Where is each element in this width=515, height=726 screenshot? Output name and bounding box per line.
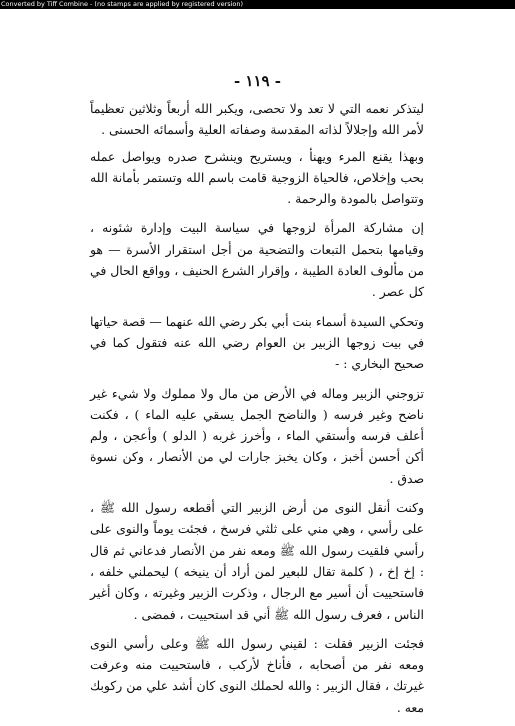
paragraph-2: وبهذا يقنع المرء ويهنأ ، ويستريح وينشرح صدره ويواصل عمله بحب وإخلاص، فالحياة الزوجية قامت باسم الله وتستمر بأمانة الله وتتواصل بالمودة والرحمة .	[90, 148, 424, 207]
paragraph-1: ليتذكر نعمه التي لا تعد ولا تحصى، ويكبر الله أربعاً وثلاثين تعظيماً لأمر الله وإجلالاً لذاته المقدسة وصفاته العلية وأسمائه الحسنى .	[90, 101, 424, 138]
conversion-notice-banner: Converted by Tiff Combine - (no stamps are applied by registered version)	[0, 0, 515, 9]
paragraph-3: إن مشاركة المرأة لزوجها في سياسة البيت وإدارة شئونه ، وقيامها بتحمل التبعات والتضحية من أجل استقرار الأسرة — هو من مألوف العادة الطيبة ، وإقرار الشرع الحنيف ، وواقع الحال في كل عصر .	[90, 220, 424, 300]
paragraph-6: وكنت أنقل النوى من أرض الزبير التي أقطعه رسول الله ﷺ ، على رأسي ، وهي مني على ثلثي فرسخ ، فجئت يوماً والنوى على رأسي فلقيت رسول الله ﷺ ومعه نفر من الأنصار فدعاني ثم قال : إخ إخ ، ( كلمة تقال للبعير لمن أراد أن ينيخه ) ليحملني خلفه ، فاستحييت أن أسير مع الرجال ، وذكرت الزبير وغيرته ، وكان أغير الناس ، فعرف رسول الله ﷺ أني قد استحييت ، فمضى .	[90, 500, 424, 622]
page-body	[90, 98, 424, 726]
paragraph-4: وتحكي السيدة أسماء بنت أبي بكر رضي الله عنهما — قصة حياتها في بيت زوجها الزبير بن العوام رضي الله عنه فتقول كما في صحيح البخاري : -	[90, 313, 424, 372]
page-number: - ١١٩ -	[233, 72, 282, 90]
paragraph-7: فجئت الزبير فقلت : لقيني رسول الله ﷺ وعلى رأسي النوى ومعه نفر من أصحابه ، فأناخ لأركب ، فاستحييت منه وعرفت غيرتك ، فقال الزبير : والله لحملك النوى كان أشد علي من ركوبك معه .	[90, 635, 424, 715]
paragraph-5: تزوجني الزبير وماله في الأرض من مال ولا مملوك ولا شيء غير ناضح وغير فرسه ( والناضح الجمل يسقي عليه الماء ) ، فكنت أعلف فرسه وأستقي الماء ، وأخرز غربه ( الدلو ) وأعجن ، ولم أكن أحسن أخبز ، وكان يخبز جارات لي من الأنصار ، وكن نسوة صدق .	[90, 385, 424, 486]
